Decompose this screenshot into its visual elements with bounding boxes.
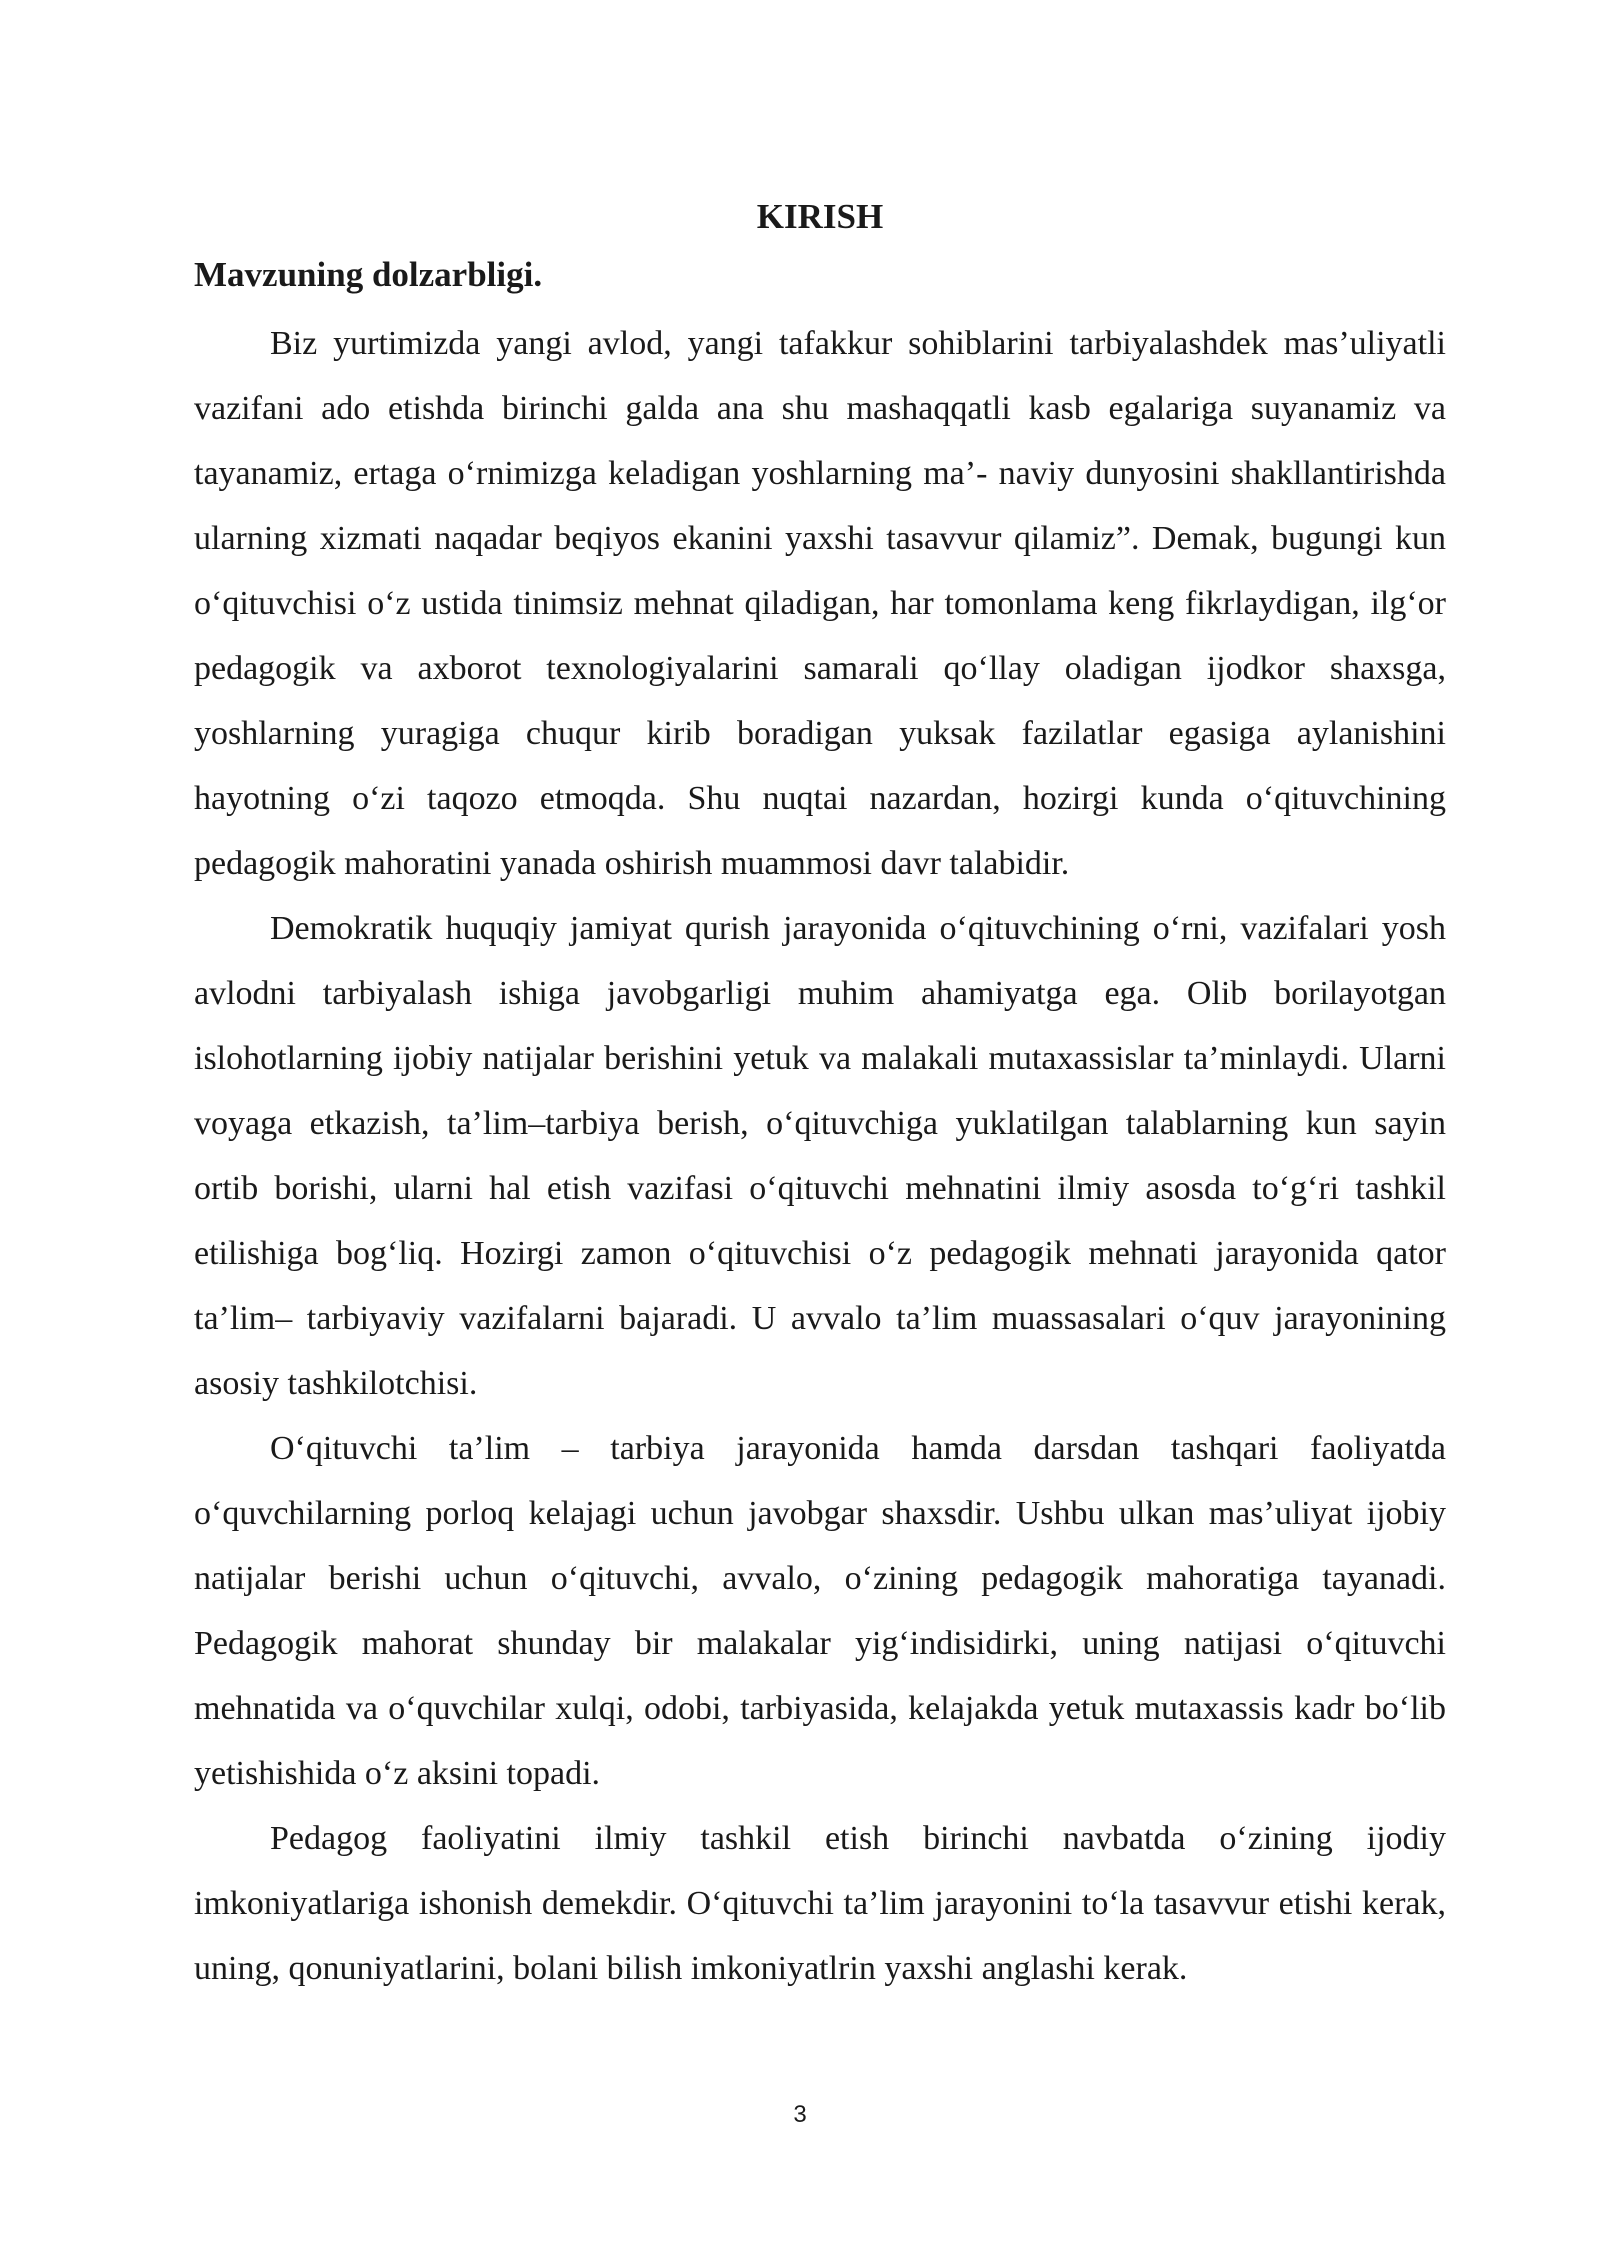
section-heading: Mavzuning dolzarbligi. <box>194 255 543 294</box>
paragraph: Biz yurtimizda yangi avlod, yangi tafakkur sohiblarini tarbiyalashdek mas’uliyatli vazifani ado etishda birinchi galda ana shu mashaqqatli kasb egalariga suyanamiz va tayanamiz, ertaga o‘rnimizga keladigan yoshlarning ma’- naviy dunyosini shakllantirishda ularning xizmati naqadar beqiyos ekanini yaxshi tasavvur qilamiz”. Demak, bugungi kun o‘qituvchisi o‘z ustida tinimsiz mehnat qiladigan, har tomonlama keng fikrlaydigan, ilg‘or pedagogik va axborot texnologiyalarini samarali qo‘llay oladigan ijodkor shaxsga, yoshlarning yuragiga chuqur kirib boradigan yuksak fazilatlar egasiga aylanishini hayotning o‘zi taqozo etmoqda. Shu nuqtai nazardan, hozirgi kunda o‘qituvchining pedagogik mahoratini yanada oshirish muammosi davr talabidir. <box>194 325 1446 882</box>
paragraph: O‘qituvchi ta’lim – tarbiya jarayonida hamda darsdan tashqari faoliyatda o‘quvchilarning porloq kelajagi uchun javobgar shaxsdir. Ushbu ulkan mas’uliyat ijobiy natijalar berishi uchun o‘qituvchi, avvalo, o‘zining pedagogik mahoratiga tayanadi. Pedagogik mahorat shunday bir malakalar yig‘indisidirki, uning natijasi o‘qituvchi mehnatida va o‘quvchilar xulqi, odobi, tarbiyasida, kelajakda yetuk mutaxassis kadr bo‘lib yetishishida o‘z aksini topadi. <box>194 1430 1446 1792</box>
page-number: 3 <box>793 2101 807 2128</box>
page-content <box>194 188 1446 2001</box>
paragraph: Demokratik huquqiy jamiyat qurish jarayonida o‘qituvchining o‘rni, vazifalari yosh avlodni tarbiyalash ishiga javobgarligi muhim ahamiyatga ega. Olib borilayotgan islohotlarning ijobiy natijalar berishini yetuk va malakali mutaxassislar ta’minlaydi. Ularni voyaga etkazish, ta’lim–tarbiya berish, o‘qituvchiga yuklatilgan talablarning kun sayin ortib borishi, ularni hal etish vazifasi o‘qituvchi mehnatini ilmiy asosda to‘g‘ri tashkil etilishiga bog‘liq. Hozirgi zamon o‘qituvchisi o‘z pedagogik mehnati jarayonida qator ta’lim– tarbiyaviy vazifalarni bajaradi. U avvalo ta’lim muassasalari o‘quv jarayonining asosiy tashkilotchisi. <box>194 910 1446 1402</box>
page-title: KIRISH <box>756 197 884 236</box>
paragraph: Pedagog faoliyatini ilmiy tashkil etish birinchi navbatda o‘zining ijodiy imkoniyatlariga ishonish demekdir. O‘qituvchi ta’lim jarayonini to‘la tasavvur etishi kerak, uning, qonuniyatlarini, bolani bilish imkoniyatlrin yaxshi anglashi kerak. <box>194 1820 1446 1987</box>
